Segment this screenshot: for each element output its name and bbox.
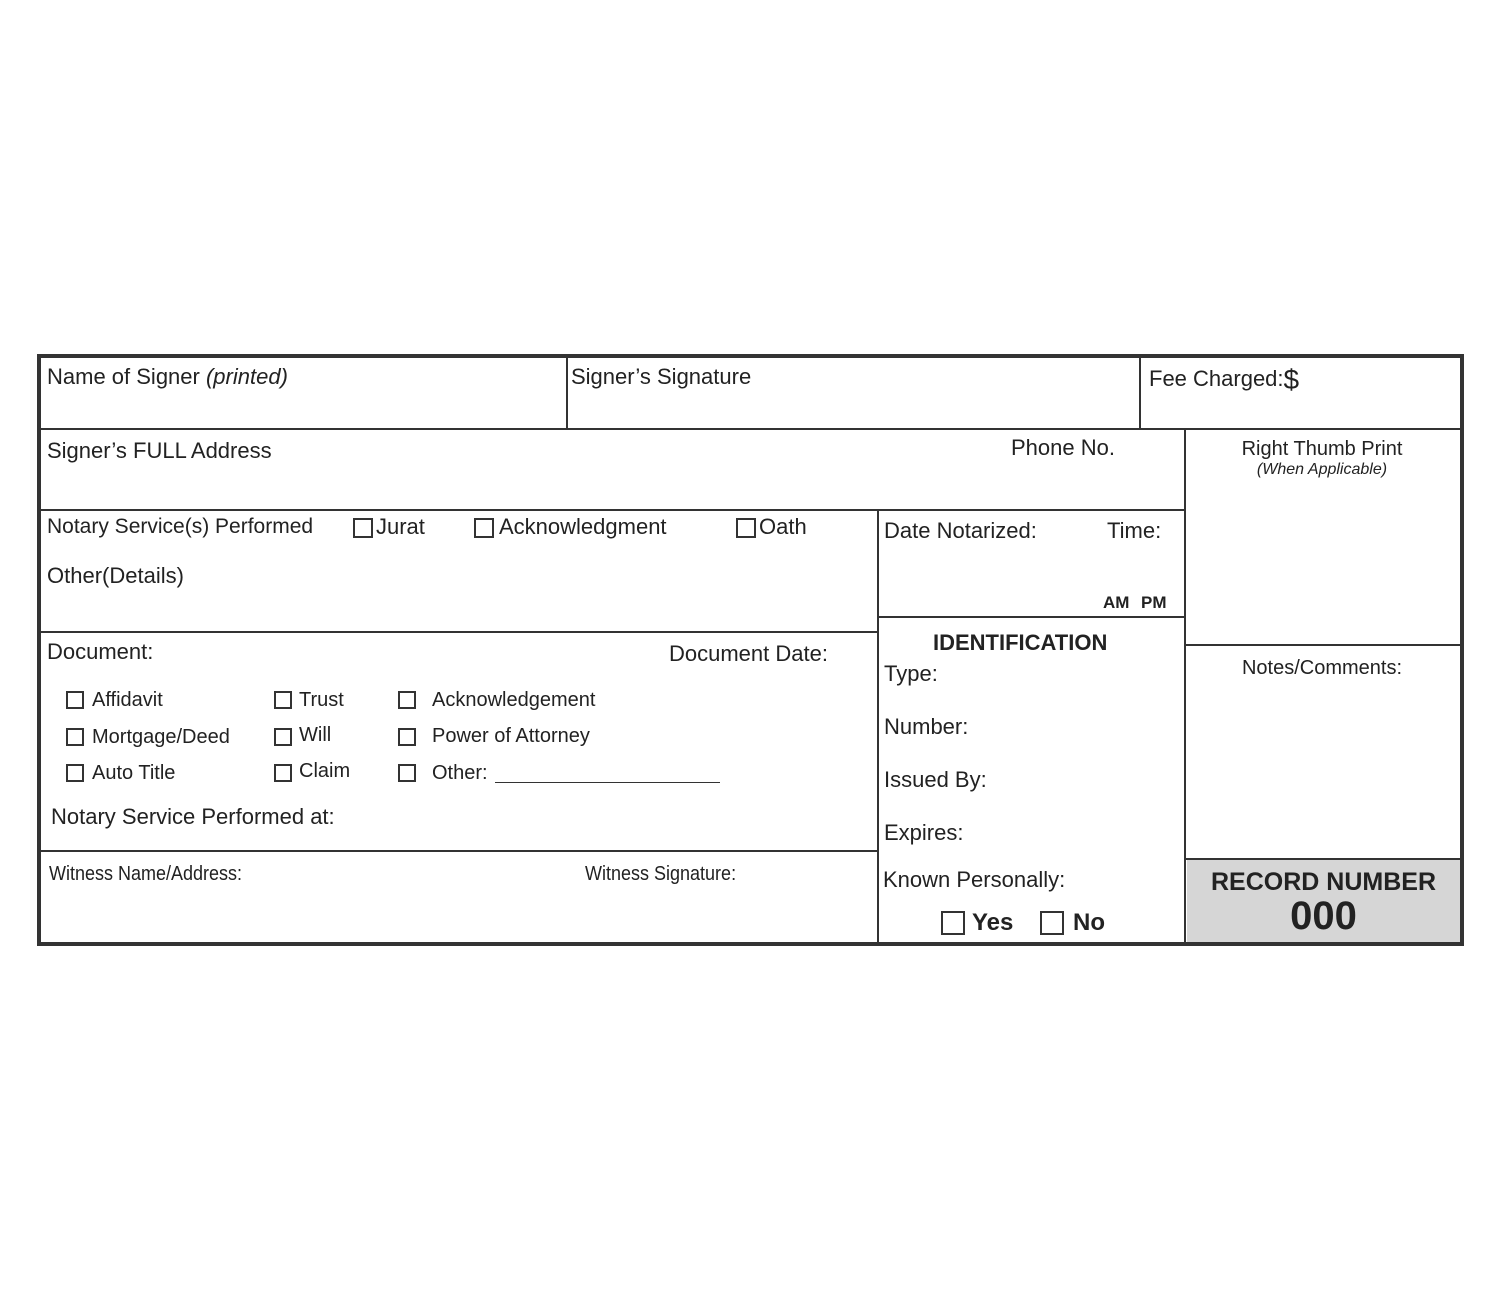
id-type-label: Type: bbox=[884, 661, 938, 686]
oath-label: Oath bbox=[759, 514, 807, 539]
date-notarized-label: Date Notarized: bbox=[884, 518, 1037, 543]
divider bbox=[41, 631, 877, 633]
auto-title-checkbox[interactable] bbox=[66, 764, 84, 782]
service-location-label: Notary Service Performed at: bbox=[51, 804, 335, 829]
mortgage-deed-checkbox[interactable] bbox=[66, 728, 84, 746]
fee-charged-label bbox=[1149, 366, 1299, 394]
witness-signature-label: Witness Signature: bbox=[585, 863, 737, 885]
signer-signature-label: Signer’s Signature bbox=[571, 364, 752, 389]
document-label: Document: bbox=[47, 639, 154, 664]
other-document-field[interactable] bbox=[495, 782, 720, 783]
signer-address-label: Signer’s FULL Address bbox=[47, 438, 272, 463]
acknowledgment-label: Acknowledgment bbox=[499, 514, 667, 539]
power-of-attorney-checkbox[interactable] bbox=[398, 728, 416, 746]
divider bbox=[41, 850, 877, 852]
divider bbox=[566, 358, 568, 428]
notary-journal-entry bbox=[37, 354, 1464, 946]
signer-name-label bbox=[47, 366, 288, 388]
affidavit-checkbox[interactable] bbox=[66, 691, 84, 709]
other-document-label: Other: bbox=[432, 762, 488, 784]
known-personally-no-label: No bbox=[1073, 909, 1105, 936]
power-of-attorney-label: Power of Attorney bbox=[432, 725, 590, 747]
trust-checkbox[interactable] bbox=[274, 691, 292, 709]
fee-currency: $ bbox=[1283, 364, 1300, 395]
claim-label: Claim bbox=[299, 760, 351, 782]
divider bbox=[877, 616, 1184, 618]
id-number-label: Number: bbox=[884, 714, 969, 739]
known-personally-no-checkbox[interactable] bbox=[1040, 911, 1064, 935]
document-date-label: Document Date: bbox=[669, 641, 828, 666]
signer-name-label-text: Name of Signer bbox=[47, 364, 200, 389]
known-personally-yes-checkbox[interactable] bbox=[941, 911, 965, 935]
jurat-label: Jurat bbox=[376, 514, 425, 539]
divider bbox=[41, 509, 1184, 511]
divider bbox=[877, 509, 879, 942]
am-label: AM bbox=[1103, 593, 1130, 612]
record-number-value: 000 bbox=[1290, 894, 1357, 938]
will-label: Will bbox=[299, 724, 332, 746]
other-details-label: Other(Details) bbox=[47, 563, 184, 588]
claim-checkbox[interactable] bbox=[274, 764, 292, 782]
divider bbox=[1184, 428, 1186, 942]
time-label: Time: bbox=[1107, 518, 1162, 543]
phone-label: Phone No. bbox=[1011, 435, 1115, 460]
acknowledgment-checkbox[interactable] bbox=[474, 518, 494, 538]
id-expires-label: Expires: bbox=[884, 820, 964, 845]
trust-label: Trust bbox=[299, 689, 344, 711]
identification-title: IDENTIFICATION bbox=[933, 630, 1108, 655]
id-issued-by-label: Issued By: bbox=[884, 767, 987, 792]
mortgage-deed-label: Mortgage/Deed bbox=[92, 726, 230, 748]
known-personally-label: Known Personally: bbox=[883, 867, 1066, 892]
signer-name-note: (printed) bbox=[205, 364, 288, 389]
divider bbox=[41, 428, 1460, 430]
notary-services-label: Notary Service(s) Performed bbox=[47, 515, 314, 538]
pm-label: PM bbox=[1141, 593, 1167, 612]
divider bbox=[1184, 644, 1460, 646]
will-checkbox[interactable] bbox=[274, 728, 292, 746]
oath-checkbox[interactable] bbox=[736, 518, 756, 538]
known-personally-yes-label: Yes bbox=[972, 909, 1014, 936]
auto-title-label: Auto Title bbox=[92, 762, 176, 784]
record-number-label: RECORD NUMBER bbox=[1211, 868, 1436, 896]
acknowledgement-checkbox[interactable] bbox=[398, 691, 416, 709]
fee-label-text: Fee Charged: bbox=[1149, 366, 1284, 391]
other-document-checkbox[interactable] bbox=[398, 764, 416, 782]
acknowledgement-label: Acknowledgement bbox=[432, 689, 596, 711]
jurat-checkbox[interactable] bbox=[353, 518, 373, 538]
affidavit-label: Affidavit bbox=[92, 689, 163, 711]
divider bbox=[1139, 358, 1141, 428]
notes-comments-label: Notes/Comments: bbox=[1241, 657, 1403, 679]
witness-name-address-label: Witness Name/Address: bbox=[49, 863, 243, 885]
thumb-print-label: Right Thumb Print bbox=[1241, 438, 1403, 460]
thumb-print-note: (When Applicable) bbox=[1256, 461, 1388, 478]
